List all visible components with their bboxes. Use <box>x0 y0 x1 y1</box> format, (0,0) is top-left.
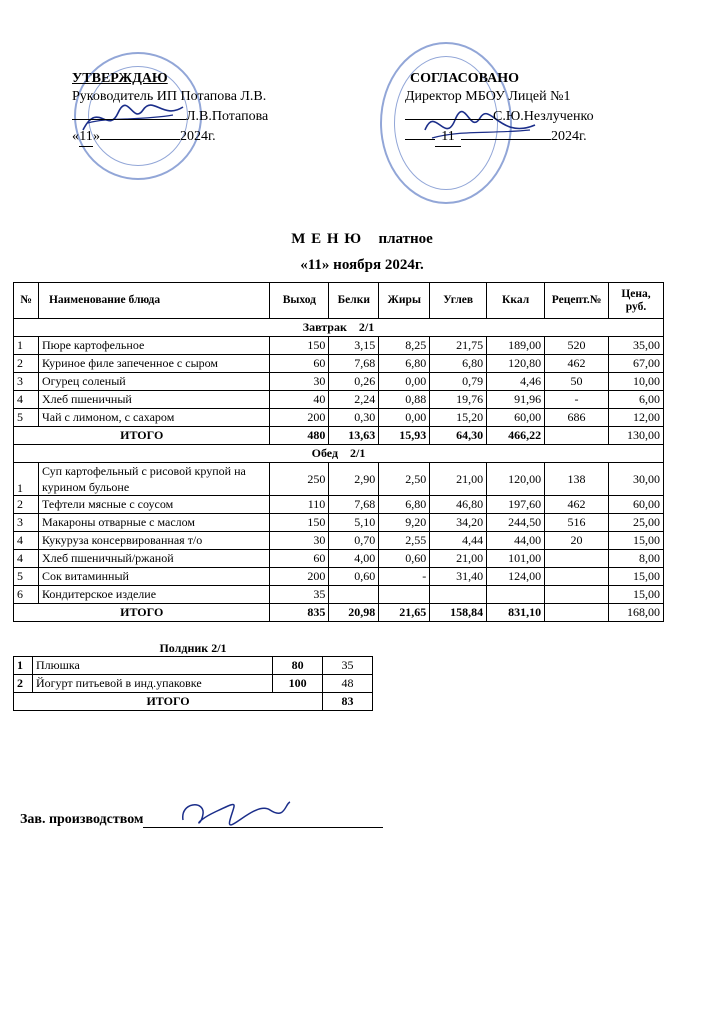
row-num: 1 <box>14 337 39 355</box>
kcal: 91,96 <box>487 391 545 409</box>
carbs: 0,79 <box>430 373 487 391</box>
table-header <box>14 283 664 319</box>
table-row <box>14 337 664 355</box>
section-title-row <box>14 319 664 337</box>
yield: 60 <box>270 355 329 373</box>
col-carbs: Углев <box>430 283 487 319</box>
approve-name-line <box>72 106 268 126</box>
yield: 80 <box>273 657 323 675</box>
yield: 150 <box>270 514 329 532</box>
protein: 0,60 <box>329 568 379 586</box>
price-total: 83 <box>323 693 373 711</box>
approve-day: 11 <box>79 128 93 147</box>
yield: 35 <box>270 586 329 604</box>
kcal: 120,80 <box>487 355 545 373</box>
protein-total: 20,98 <box>329 604 379 622</box>
price: 15,00 <box>608 586 663 604</box>
row-num: 1 <box>14 657 33 675</box>
recipe <box>545 550 609 568</box>
table-row <box>14 391 664 409</box>
yield-total: 835 <box>270 604 329 622</box>
protein: 5,10 <box>329 514 379 532</box>
carbs: 31,40 <box>430 568 487 586</box>
carbs-total: 158,84 <box>430 604 487 622</box>
dish-name: Чай с лимоном, с сахаром <box>38 409 269 427</box>
table-row <box>14 532 664 550</box>
yield: 200 <box>270 568 329 586</box>
agree-date-line <box>405 126 594 147</box>
protein: 7,68 <box>329 496 379 514</box>
yield: 110 <box>270 496 329 514</box>
carbs: 19,76 <box>430 391 487 409</box>
table-row <box>14 675 373 693</box>
dish-name: Сок витаминный <box>38 568 269 586</box>
section-title: Завтрак 2/1 <box>14 319 664 337</box>
menu-date: «11» ноября 2024г. <box>300 257 424 273</box>
kcal: 197,60 <box>487 496 545 514</box>
row-num: 4 <box>14 550 39 568</box>
agree-block <box>405 70 594 147</box>
col-num: № <box>14 283 39 319</box>
section-title: Обед 2/1 <box>14 445 664 463</box>
dish-name: Пюре картофельное <box>38 337 269 355</box>
recipe: 520 <box>545 337 609 355</box>
price: 6,00 <box>608 391 663 409</box>
table-row <box>14 657 373 675</box>
recipe: 462 <box>545 496 609 514</box>
footer-label: Зав. производством <box>20 812 144 827</box>
protein: 2,90 <box>329 463 379 496</box>
price: 10,00 <box>608 373 663 391</box>
price: 48 <box>323 675 373 693</box>
recipe-total <box>545 604 609 622</box>
col-recipe: Рецепт.№ <box>545 283 609 319</box>
col-fat: Жиры <box>379 283 430 319</box>
kcal: 244,50 <box>487 514 545 532</box>
fat: 0,60 <box>379 550 430 568</box>
price-total: 130,00 <box>608 427 663 445</box>
kcal: 120,00 <box>487 463 545 496</box>
dish-name: Тефтели мясные с соусом <box>38 496 269 514</box>
protein: 7,68 <box>329 355 379 373</box>
fat-total: 15,93 <box>379 427 430 445</box>
dish-name: Огурец соленый <box>38 373 269 391</box>
recipe: 20 <box>545 532 609 550</box>
recipe: - <box>545 391 609 409</box>
fat: 0,00 <box>379 373 430 391</box>
protein: 0,30 <box>329 409 379 427</box>
kcal: 4,46 <box>487 373 545 391</box>
approve-date-line: «11» 2024г. <box>72 126 268 147</box>
table-row <box>14 496 664 514</box>
dish-name: Суп картофельный с рисовой крупой на курином бульоне <box>38 463 269 496</box>
table-row <box>14 568 664 586</box>
protein-total: 13,63 <box>329 427 379 445</box>
carbs: 21,75 <box>430 337 487 355</box>
table-row <box>14 550 664 568</box>
row-num: 5 <box>14 409 39 427</box>
row-num: 2 <box>14 355 39 373</box>
kcal: 124,00 <box>487 568 545 586</box>
dish-name: Макароны отварные с маслом <box>38 514 269 532</box>
price: 60,00 <box>608 496 663 514</box>
fat: 2,55 <box>379 532 430 550</box>
table-row <box>14 514 664 532</box>
footer-signature <box>175 792 295 832</box>
yield: 30 <box>270 532 329 550</box>
dish-name: Хлеб пшеничный/ржаной <box>38 550 269 568</box>
kcal: 60,00 <box>487 409 545 427</box>
row-num: 6 <box>14 586 39 604</box>
row-num: 4 <box>14 532 39 550</box>
row-num: 2 <box>14 496 39 514</box>
agree-name-line <box>405 106 594 126</box>
fat: 6,80 <box>379 355 430 373</box>
table-row <box>14 463 664 496</box>
approve-year: 2024г. <box>180 129 216 144</box>
dish-name: Плюшка <box>32 657 272 675</box>
carbs: 34,20 <box>430 514 487 532</box>
section-title-row <box>14 445 664 463</box>
kcal-total: 831,10 <box>487 604 545 622</box>
row-num: 3 <box>14 514 39 532</box>
price: 30,00 <box>608 463 663 496</box>
yield: 30 <box>270 373 329 391</box>
table-row <box>14 586 664 604</box>
carbs: 4,44 <box>430 532 487 550</box>
kcal: 101,00 <box>487 550 545 568</box>
recipe: 686 <box>545 409 609 427</box>
total-row <box>14 693 373 711</box>
fat: 2,50 <box>379 463 430 496</box>
dish-name: Кукуруза консервированная т/о <box>38 532 269 550</box>
fat: 6,80 <box>379 496 430 514</box>
recipe: 462 <box>545 355 609 373</box>
fat: 8,25 <box>379 337 430 355</box>
row-num: 3 <box>14 373 39 391</box>
yield: 200 <box>270 409 329 427</box>
col-protein: Белки <box>329 283 379 319</box>
approve-role: Руководитель ИП Потапова Л.В. <box>72 89 267 104</box>
col-yield: Выход <box>270 283 329 319</box>
protein: 3,15 <box>329 337 379 355</box>
kcal <box>487 586 545 604</box>
price: 25,00 <box>608 514 663 532</box>
carbs <box>430 586 487 604</box>
protein <box>329 586 379 604</box>
recipe: 50 <box>545 373 609 391</box>
approve-title: УТВЕРЖДАЮ <box>72 71 168 86</box>
yield: 40 <box>270 391 329 409</box>
protein: 0,70 <box>329 532 379 550</box>
kcal-total: 466,22 <box>487 427 545 445</box>
breakfast-section <box>14 319 664 445</box>
yield: 250 <box>270 463 329 496</box>
yield: 100 <box>273 675 323 693</box>
fat: 0,88 <box>379 391 430 409</box>
price: 15,00 <box>608 568 663 586</box>
row-num: 5 <box>14 568 39 586</box>
row-num: 4 <box>14 391 39 409</box>
table-row <box>14 355 664 373</box>
dish-name: Кондитерское изделие <box>38 586 269 604</box>
col-kcal: Ккал <box>487 283 545 319</box>
agree-name: С.Ю.Незлученко <box>493 109 594 124</box>
agree-year: 2024г. <box>551 129 587 144</box>
carbs: 46,80 <box>430 496 487 514</box>
fat-total: 21,65 <box>379 604 430 622</box>
menu-table <box>13 282 664 622</box>
yield: 150 <box>270 337 329 355</box>
price: 67,00 <box>608 355 663 373</box>
approve-name: Л.В.Потапова <box>186 109 269 124</box>
kcal: 189,00 <box>487 337 545 355</box>
protein: 4,00 <box>329 550 379 568</box>
yield-total: 480 <box>270 427 329 445</box>
recipe <box>545 568 609 586</box>
snack-table <box>13 656 373 711</box>
price: 8,00 <box>608 550 663 568</box>
total-label: ИТОГО <box>14 604 270 622</box>
total-row <box>14 427 664 445</box>
row-num: 2 <box>14 675 33 693</box>
fat: 0,00 <box>379 409 430 427</box>
approve-block <box>72 70 268 147</box>
price: 12,00 <box>608 409 663 427</box>
table-row <box>14 373 664 391</box>
menu-title: М Е Н Ю платное <box>291 231 433 247</box>
row-num: 1 <box>14 463 39 496</box>
price: 15,00 <box>608 532 663 550</box>
price-total: 168,00 <box>608 604 663 622</box>
carbs: 21,00 <box>430 463 487 496</box>
dish-name: Хлеб пшеничный <box>38 391 269 409</box>
price: 35,00 <box>608 337 663 355</box>
agree-title: СОГЛАСОВАНО <box>410 71 519 86</box>
col-price: Цена, руб. <box>608 283 663 319</box>
table-row <box>14 409 664 427</box>
agree-role: Директор МБОУ Лицей №1 <box>405 89 571 104</box>
total-label: ИТОГО <box>14 427 270 445</box>
col-name: Наименование блюда <box>38 283 269 319</box>
recipe-total <box>545 427 609 445</box>
total-label: ИТОГО <box>14 693 323 711</box>
recipe: 138 <box>545 463 609 496</box>
total-row <box>14 604 664 622</box>
dish-name: Йогурт питьевой в инд.упаковке <box>32 675 272 693</box>
carbs: 15,20 <box>430 409 487 427</box>
protein: 0,26 <box>329 373 379 391</box>
snack-title: Полдник 2/1 <box>159 641 227 655</box>
fat: 9,20 <box>379 514 430 532</box>
carbs-total: 64,30 <box>430 427 487 445</box>
carbs: 6,80 <box>430 355 487 373</box>
recipe: 516 <box>545 514 609 532</box>
fat <box>379 586 430 604</box>
dish-name: Куриное филе запеченное с сыром <box>38 355 269 373</box>
recipe <box>545 586 609 604</box>
price: 35 <box>323 657 373 675</box>
fat: - <box>379 568 430 586</box>
protein: 2,24 <box>329 391 379 409</box>
kcal: 44,00 <box>487 532 545 550</box>
lunch-section <box>14 445 664 622</box>
agree-day: 11 <box>435 128 461 147</box>
carbs: 21,00 <box>430 550 487 568</box>
yield: 60 <box>270 550 329 568</box>
